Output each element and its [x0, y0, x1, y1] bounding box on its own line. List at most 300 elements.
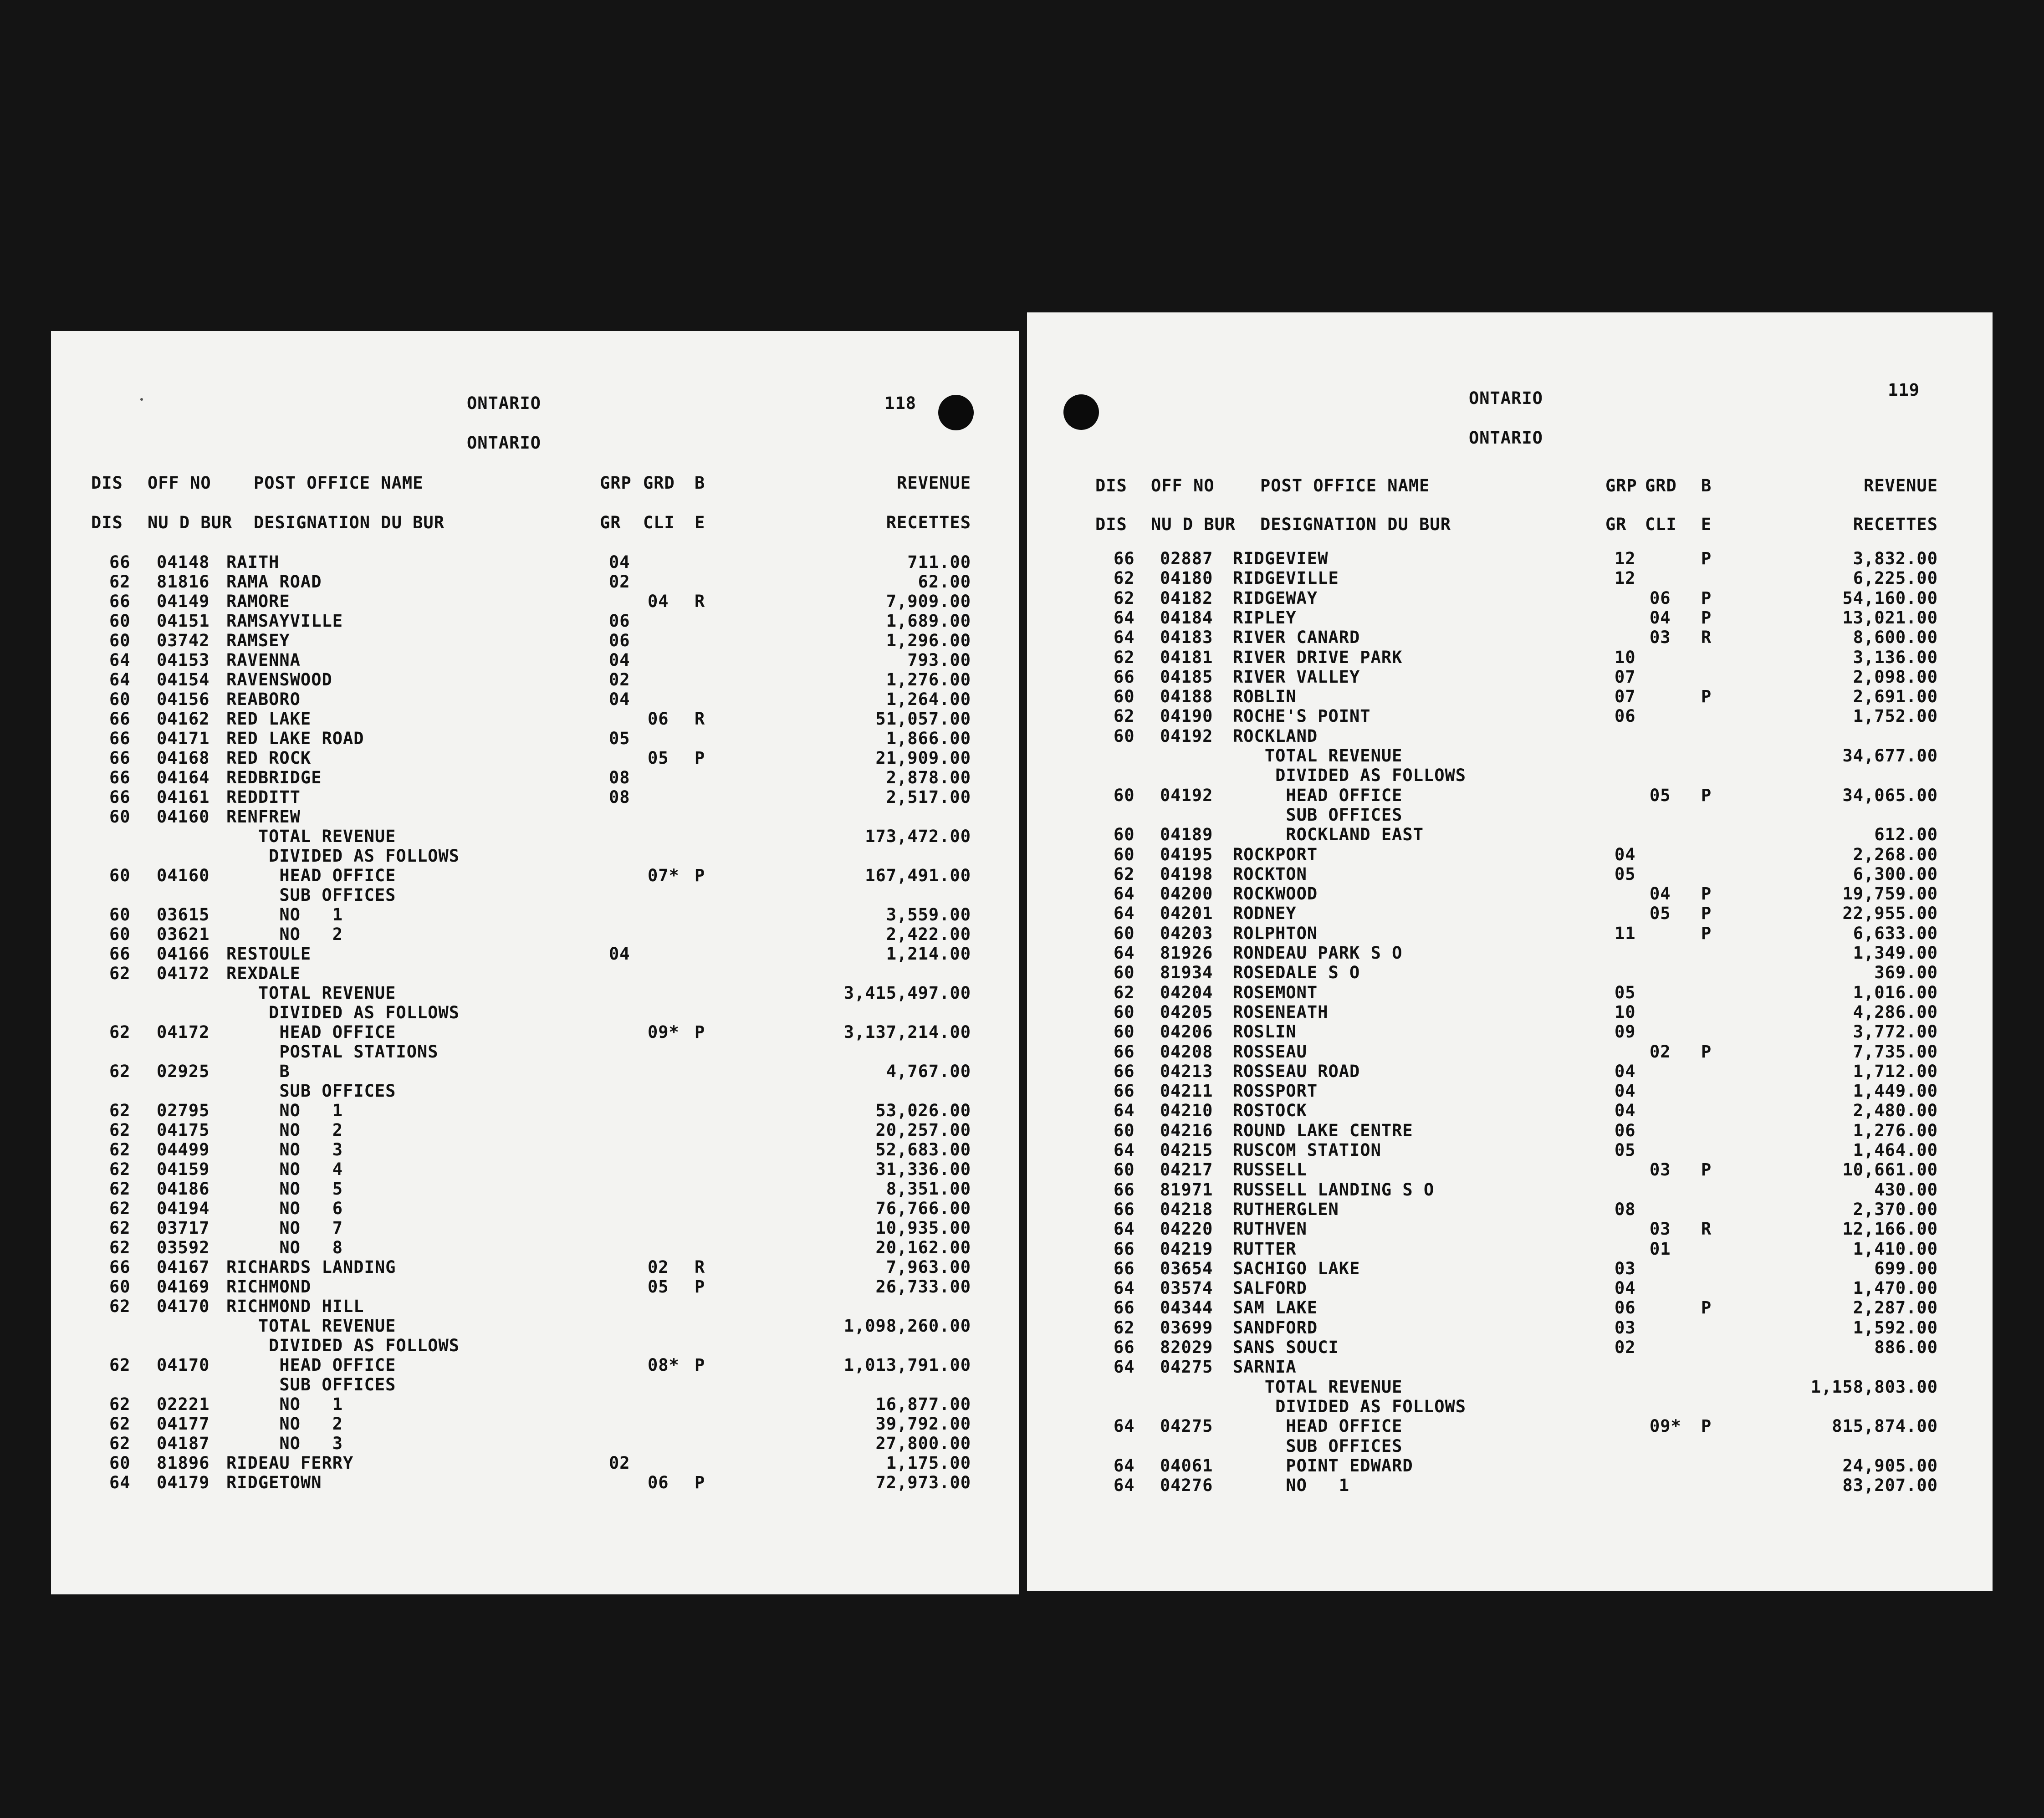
row-office-number: 04205 [1160, 1002, 1213, 1022]
row-post-office-name: RAITH [226, 552, 280, 572]
row-office-number: 04219 [1160, 1239, 1213, 1259]
row-post-office-name: TOTAL REVENUE [226, 827, 396, 846]
row-group: 02 [609, 572, 630, 592]
row-office-number: 03699 [1160, 1318, 1213, 1338]
row-revenue: 27,800.00 [875, 1434, 971, 1453]
row-revenue: 62.00 [918, 572, 971, 592]
header-dis: DIS [91, 473, 123, 493]
row-district: 62 [109, 1434, 131, 1453]
row-office-number: 04192 [1160, 786, 1213, 805]
row-post-office-name: NO 1 [226, 905, 343, 924]
row-post-office-name: RIVER DRIVE PARK [1233, 648, 1403, 667]
row-group: 05 [609, 729, 630, 748]
row-revenue: 52,683.00 [875, 1140, 971, 1159]
row-office-number: 03717 [157, 1218, 210, 1238]
row-office-number: 04220 [1160, 1219, 1213, 1239]
row-district: 66 [109, 748, 131, 768]
row-office-number: 04160 [157, 866, 210, 885]
row-revenue: 2,517.00 [886, 787, 971, 807]
row-district: 60 [109, 1453, 131, 1473]
row-district: 66 [109, 944, 131, 964]
row-post-office-name: RENFREW [226, 807, 301, 827]
row-district: 62 [109, 1355, 131, 1375]
row-b-code: P [1701, 1160, 1712, 1180]
header-dis: DIS [1095, 476, 1127, 495]
row-post-office-name: B [226, 1062, 290, 1081]
row-post-office-name: RIDGEWAY [1233, 588, 1318, 608]
row-revenue: 7,735.00 [1853, 1042, 1938, 1062]
row-revenue: 2,422.00 [886, 924, 971, 944]
row-revenue: 1,013,791.00 [843, 1355, 971, 1375]
row-district: 64 [1114, 1416, 1135, 1436]
row-district: 60 [109, 611, 131, 631]
row-revenue: 1,098,260.00 [843, 1316, 971, 1336]
row-office-number: 04160 [157, 807, 210, 827]
row-district: 66 [109, 709, 131, 729]
row-b-code: P [1701, 1298, 1712, 1318]
row-district: 66 [1114, 1062, 1135, 1081]
row-group: 08 [1615, 1200, 1636, 1219]
row-grade: 06 [648, 709, 669, 729]
row-revenue: 886.00 [1874, 1338, 1938, 1357]
row-district: 60 [1114, 1121, 1135, 1140]
row-office-number: 82029 [1160, 1338, 1213, 1357]
row-revenue: 6,633.00 [1853, 924, 1938, 943]
row-revenue: 8,600.00 [1853, 628, 1938, 647]
row-office-number: 81896 [157, 1453, 210, 1473]
row-b-code: P [695, 748, 705, 768]
row-post-office-name: NO 7 [226, 1218, 343, 1238]
row-post-office-name: SALFORD [1233, 1278, 1307, 1298]
row-district: 66 [1114, 1338, 1135, 1357]
header-post-office-name: DESIGNATION DU BUR [1260, 515, 1451, 534]
row-office-number: 04175 [157, 1120, 210, 1140]
row-group: 04 [609, 552, 630, 572]
row-post-office-name: RAMSEY [226, 631, 290, 650]
header-office-number: OFF NO [1151, 476, 1215, 495]
row-post-office-name: ROUND LAKE CENTRE [1233, 1121, 1413, 1140]
row-office-number: 81934 [1160, 963, 1213, 982]
header-b: B [695, 473, 705, 493]
row-district: 64 [1114, 1278, 1135, 1298]
row-post-office-name: ROSEMONT [1233, 983, 1318, 1002]
row-revenue: 1,296.00 [886, 631, 971, 650]
row-revenue: 10,935.00 [875, 1218, 971, 1238]
row-group: 04 [609, 944, 630, 964]
row-revenue: 21,909.00 [875, 748, 971, 768]
row-office-number: 04208 [1160, 1042, 1213, 1062]
row-revenue: 3,415,497.00 [843, 983, 971, 1003]
row-post-office-name: RED ROCK [226, 748, 312, 768]
row-district: 60 [1114, 1002, 1135, 1022]
row-grade: 04 [1650, 608, 1671, 628]
row-revenue: 7,963.00 [886, 1257, 971, 1277]
row-district: 62 [109, 572, 131, 592]
row-district: 66 [1114, 1239, 1135, 1259]
row-district: 60 [109, 631, 131, 650]
row-grade: 04 [648, 592, 669, 611]
row-district: 62 [109, 1159, 131, 1179]
header-revenue: REVENUE [897, 473, 971, 493]
row-district: 60 [109, 866, 131, 885]
row-revenue: 72,973.00 [875, 1473, 971, 1492]
row-district: 62 [109, 1218, 131, 1238]
row-revenue: 1,449.00 [1853, 1081, 1938, 1101]
row-district: 66 [109, 768, 131, 787]
row-post-office-name: SAM LAKE [1233, 1298, 1318, 1318]
row-district: 62 [109, 1140, 131, 1159]
row-district: 60 [1114, 687, 1135, 706]
row-district: 64 [1114, 628, 1135, 647]
row-district: 66 [1114, 1200, 1135, 1219]
row-revenue: 83,207.00 [1842, 1476, 1938, 1495]
row-district: 62 [109, 1062, 131, 1081]
row-b-code: P [695, 1473, 705, 1492]
row-group: 06 [1615, 1298, 1636, 1318]
row-office-number: 04061 [1160, 1456, 1213, 1476]
row-district: 62 [109, 1414, 131, 1434]
row-district: 60 [109, 1277, 131, 1297]
row-grade: 06 [1650, 588, 1671, 608]
header-group: GRP [1605, 476, 1637, 495]
row-revenue: 4,286.00 [1853, 1002, 1938, 1022]
row-post-office-name: ROSSEAU [1233, 1042, 1307, 1062]
row-office-number: 04192 [1160, 726, 1213, 746]
row-revenue: 12,166.00 [1842, 1219, 1938, 1239]
row-revenue: 369.00 [1874, 963, 1938, 982]
row-district: 60 [1114, 786, 1135, 805]
row-revenue: 1,264.00 [886, 689, 971, 709]
row-post-office-name: NO 1 [1233, 1476, 1350, 1495]
row-b-code: P [1701, 924, 1712, 943]
row-b-code: R [1701, 628, 1712, 647]
row-grade: 09* [1650, 1416, 1681, 1436]
row-post-office-name: SUB OFFICES [226, 885, 396, 905]
row-revenue: 2,268.00 [1853, 845, 1938, 864]
row-b-code: P [1701, 608, 1712, 628]
row-office-number: 04204 [1160, 983, 1213, 1002]
row-office-number: 04200 [1160, 884, 1213, 904]
row-group: 08 [609, 787, 630, 807]
row-revenue: 815,874.00 [1832, 1416, 1938, 1436]
binder-hole [1063, 394, 1099, 430]
row-post-office-name: ROCKLAND [1233, 726, 1318, 746]
row-b-code: P [1701, 786, 1712, 805]
row-grade: 03 [1650, 1160, 1671, 1180]
row-post-office-name: NO 6 [226, 1199, 343, 1218]
row-b-code: P [1701, 588, 1712, 608]
row-group: 04 [609, 689, 630, 709]
row-office-number: 04195 [1160, 845, 1213, 864]
row-grade: 01 [1650, 1239, 1671, 1259]
row-district: 62 [109, 1199, 131, 1218]
header-office-number: NU D BUR [148, 513, 233, 532]
row-grade: 05 [1650, 786, 1671, 805]
row-office-number: 04213 [1160, 1062, 1213, 1081]
header-grade: CLI [1645, 515, 1677, 534]
row-office-number: 04217 [1160, 1160, 1213, 1180]
row-group: 09 [1615, 1022, 1636, 1042]
row-post-office-name: DIVIDED AS FOLLOWS [226, 846, 460, 866]
row-post-office-name: RAMA ROAD [226, 572, 322, 592]
row-office-number: 04184 [1160, 608, 1213, 628]
row-revenue: 31,336.00 [875, 1159, 971, 1179]
row-b-code: P [695, 1277, 705, 1297]
row-office-number: 03621 [157, 924, 210, 944]
province-subtitle: ONTARIO [1469, 428, 1543, 448]
row-revenue: 8,351.00 [886, 1179, 971, 1199]
header-b: E [1701, 515, 1712, 534]
row-revenue: 1,158,803.00 [1810, 1377, 1938, 1397]
binder-hole [938, 395, 974, 430]
row-office-number: 04169 [157, 1277, 210, 1297]
row-revenue: 1,410.00 [1853, 1239, 1938, 1259]
row-post-office-name: TOTAL REVENUE [1233, 1377, 1403, 1397]
province-title: ONTARIO [467, 393, 541, 413]
row-group: 05 [1615, 1140, 1636, 1160]
row-district: 66 [1114, 549, 1135, 568]
row-revenue: 34,677.00 [1842, 746, 1938, 766]
row-district: 66 [1114, 1042, 1135, 1062]
row-office-number: 04181 [1160, 648, 1213, 667]
row-revenue: 1,712.00 [1853, 1062, 1938, 1081]
row-office-number: 04166 [157, 944, 210, 964]
header-dis: DIS [1095, 515, 1127, 534]
row-office-number: 04159 [157, 1159, 210, 1179]
row-office-number: 04183 [1160, 628, 1213, 647]
row-office-number: 04149 [157, 592, 210, 611]
header-grade: GRD [643, 473, 675, 493]
row-post-office-name: ROCKPORT [1233, 845, 1318, 864]
row-post-office-name: HEAD OFFICE [226, 1355, 396, 1375]
row-district: 62 [109, 1297, 131, 1316]
row-revenue: 2,098.00 [1853, 667, 1938, 687]
row-group: 02 [609, 1453, 630, 1473]
row-post-office-name: RIVER CANARD [1233, 628, 1360, 647]
row-district: 66 [1114, 667, 1135, 687]
row-post-office-name: RIPLEY [1233, 608, 1297, 628]
row-post-office-name: RUTTER [1233, 1239, 1297, 1259]
header-revenue: RECETTES [886, 513, 971, 532]
row-district: 64 [1114, 1476, 1135, 1495]
row-post-office-name: RODNEY [1233, 904, 1297, 923]
row-district: 62 [1114, 706, 1135, 726]
row-district: 64 [109, 1473, 131, 1492]
row-post-office-name: SUB OFFICES [226, 1375, 396, 1394]
row-post-office-name: NO 8 [226, 1238, 343, 1257]
row-post-office-name: RONDEAU PARK S O [1233, 943, 1403, 963]
row-district: 60 [1114, 845, 1135, 864]
row-office-number: 04180 [1160, 568, 1213, 588]
row-b-code: P [1701, 549, 1712, 568]
row-office-number: 03592 [157, 1238, 210, 1257]
row-revenue: 39,792.00 [875, 1414, 971, 1434]
row-office-number: 03615 [157, 905, 210, 924]
row-district: 66 [109, 592, 131, 611]
row-office-number: 04151 [157, 611, 210, 631]
row-revenue: 51,057.00 [875, 709, 971, 729]
row-revenue: 6,300.00 [1853, 864, 1938, 884]
row-office-number: 04172 [157, 1022, 210, 1042]
row-post-office-name: RIVER VALLEY [1233, 667, 1360, 687]
row-post-office-name: REABORO [226, 689, 301, 709]
row-office-number: 04182 [1160, 588, 1213, 608]
row-grade: 03 [1650, 1219, 1671, 1239]
row-revenue: 7,909.00 [886, 592, 971, 611]
row-revenue: 4,767.00 [886, 1062, 971, 1081]
row-group: 12 [1615, 549, 1636, 568]
row-district: 62 [109, 964, 131, 983]
row-revenue: 22,955.00 [1842, 904, 1938, 923]
page-number: 118 [884, 393, 916, 413]
row-post-office-name: NO 2 [226, 924, 343, 944]
row-post-office-name: RUTHERGLEN [1233, 1200, 1339, 1219]
row-group: 10 [1615, 648, 1636, 667]
row-post-office-name: ROCKTON [1233, 864, 1307, 884]
row-grade: 03 [1650, 628, 1671, 647]
row-office-number: 04206 [1160, 1022, 1213, 1042]
row-revenue: 2,878.00 [886, 768, 971, 787]
row-office-number: 04154 [157, 670, 210, 689]
row-district: 64 [109, 670, 131, 689]
row-office-number: 81926 [1160, 943, 1213, 963]
row-office-number: 03574 [1160, 1278, 1213, 1298]
header-dis: DIS [91, 513, 123, 532]
row-post-office-name: NO 2 [226, 1414, 343, 1434]
row-revenue: 2,480.00 [1853, 1101, 1938, 1120]
row-district: 62 [109, 1394, 131, 1414]
row-office-number: 04201 [1160, 904, 1213, 923]
row-post-office-name: RIDGEVILLE [1233, 568, 1339, 588]
row-post-office-name: NO 3 [226, 1140, 343, 1159]
row-district: 60 [1114, 924, 1135, 943]
row-office-number: 04275 [1160, 1416, 1213, 1436]
row-district: 66 [1114, 1259, 1135, 1278]
row-revenue: 1,689.00 [886, 611, 971, 631]
row-b-code: P [695, 1022, 705, 1042]
row-office-number: 04167 [157, 1257, 210, 1277]
row-office-number: 04161 [157, 787, 210, 807]
row-district: 64 [1114, 608, 1135, 628]
row-revenue: 167,491.00 [865, 866, 971, 885]
header-revenue: REVENUE [1864, 476, 1938, 495]
row-office-number: 04210 [1160, 1101, 1213, 1120]
row-post-office-name: SUB OFFICES [1233, 805, 1403, 825]
row-district: 66 [109, 729, 131, 748]
row-post-office-name: RICHARDS LANDING [226, 1257, 396, 1277]
row-revenue: 711.00 [907, 552, 971, 572]
row-revenue: 76,766.00 [875, 1199, 971, 1218]
row-b-code: R [695, 709, 705, 729]
row-b-code: R [695, 1257, 705, 1277]
row-revenue: 173,472.00 [865, 827, 971, 846]
header-office-number: OFF NO [148, 473, 211, 493]
row-revenue: 2,287.00 [1853, 1298, 1938, 1318]
row-post-office-name: TOTAL REVENUE [1233, 746, 1403, 766]
row-revenue: 1,214.00 [886, 944, 971, 964]
row-revenue: 3,772.00 [1853, 1022, 1938, 1042]
row-group: 12 [1615, 568, 1636, 588]
row-post-office-name: ROCKWOOD [1233, 884, 1318, 904]
row-district: 60 [1114, 963, 1135, 982]
header-b: B [1701, 476, 1712, 495]
row-district: 62 [109, 1022, 131, 1042]
row-office-number: 04190 [1160, 706, 1213, 726]
row-revenue: 3,137,214.00 [843, 1022, 971, 1042]
row-post-office-name: TOTAL REVENUE [226, 983, 396, 1003]
row-district: 64 [1114, 1140, 1135, 1160]
row-post-office-name: DIVIDED AS FOLLOWS [226, 1003, 460, 1022]
row-office-number: 04211 [1160, 1081, 1213, 1101]
header-group: GR [1605, 515, 1627, 534]
row-post-office-name: RESTOULE [226, 944, 312, 964]
row-office-number: 04171 [157, 729, 210, 748]
row-group: 04 [1615, 1101, 1636, 1120]
row-post-office-name: NO 4 [226, 1159, 343, 1179]
row-district: 64 [1114, 1357, 1135, 1377]
row-revenue: 10,661.00 [1842, 1160, 1938, 1180]
row-grade: 04 [1650, 884, 1671, 904]
row-revenue: 19,759.00 [1842, 884, 1938, 904]
row-post-office-name: RAVENNA [226, 650, 301, 670]
row-post-office-name: RIDGETOWN [226, 1473, 322, 1492]
row-post-office-name: POINT EDWARD [1233, 1456, 1413, 1476]
row-revenue: 1,470.00 [1853, 1278, 1938, 1298]
row-district: 62 [109, 1238, 131, 1257]
row-post-office-name: ROSTOCK [1233, 1101, 1307, 1120]
row-group: 04 [609, 650, 630, 670]
row-district: 64 [1114, 1219, 1135, 1239]
row-group: 11 [1615, 924, 1636, 943]
row-group: 08 [609, 768, 630, 787]
row-post-office-name: RUSCOM STATION [1233, 1140, 1381, 1160]
row-grade: 09* [648, 1022, 680, 1042]
row-district: 64 [1114, 1456, 1135, 1476]
row-b-code: P [1701, 1042, 1712, 1062]
row-group: 04 [1615, 845, 1636, 864]
row-office-number: 03654 [1160, 1259, 1213, 1278]
row-grade: 05 [648, 1277, 669, 1297]
row-post-office-name: ROSSPORT [1233, 1081, 1318, 1101]
row-district: 62 [1114, 983, 1135, 1002]
row-grade: 02 [648, 1257, 669, 1277]
row-post-office-name: ROLPHTON [1233, 924, 1318, 943]
row-office-number: 04172 [157, 964, 210, 983]
row-group: 03 [1615, 1318, 1636, 1338]
row-post-office-name: ROSSEAU ROAD [1233, 1062, 1360, 1081]
row-post-office-name: REXDALE [226, 964, 301, 983]
row-district: 62 [109, 1101, 131, 1120]
row-group: 06 [609, 611, 630, 631]
row-office-number: 04198 [1160, 864, 1213, 884]
row-revenue: 53,026.00 [875, 1101, 971, 1120]
row-district: 60 [1114, 1022, 1135, 1042]
row-post-office-name: DIVIDED AS FOLLOWS [226, 1336, 460, 1355]
row-grade: 06 [648, 1473, 669, 1492]
row-post-office-name: ROCKLAND EAST [1233, 825, 1424, 844]
row-office-number: 02887 [1160, 549, 1213, 568]
row-district: 64 [1114, 943, 1135, 963]
row-b-code: P [1701, 1416, 1712, 1436]
row-group: 07 [1615, 687, 1636, 706]
row-post-office-name: REDDITT [226, 787, 301, 807]
row-group: 07 [1615, 667, 1636, 687]
row-office-number: 81816 [157, 572, 210, 592]
row-district: 66 [109, 552, 131, 572]
row-district: 66 [109, 1257, 131, 1277]
row-revenue: 24,905.00 [1842, 1456, 1938, 1476]
row-district: 64 [1114, 1101, 1135, 1120]
